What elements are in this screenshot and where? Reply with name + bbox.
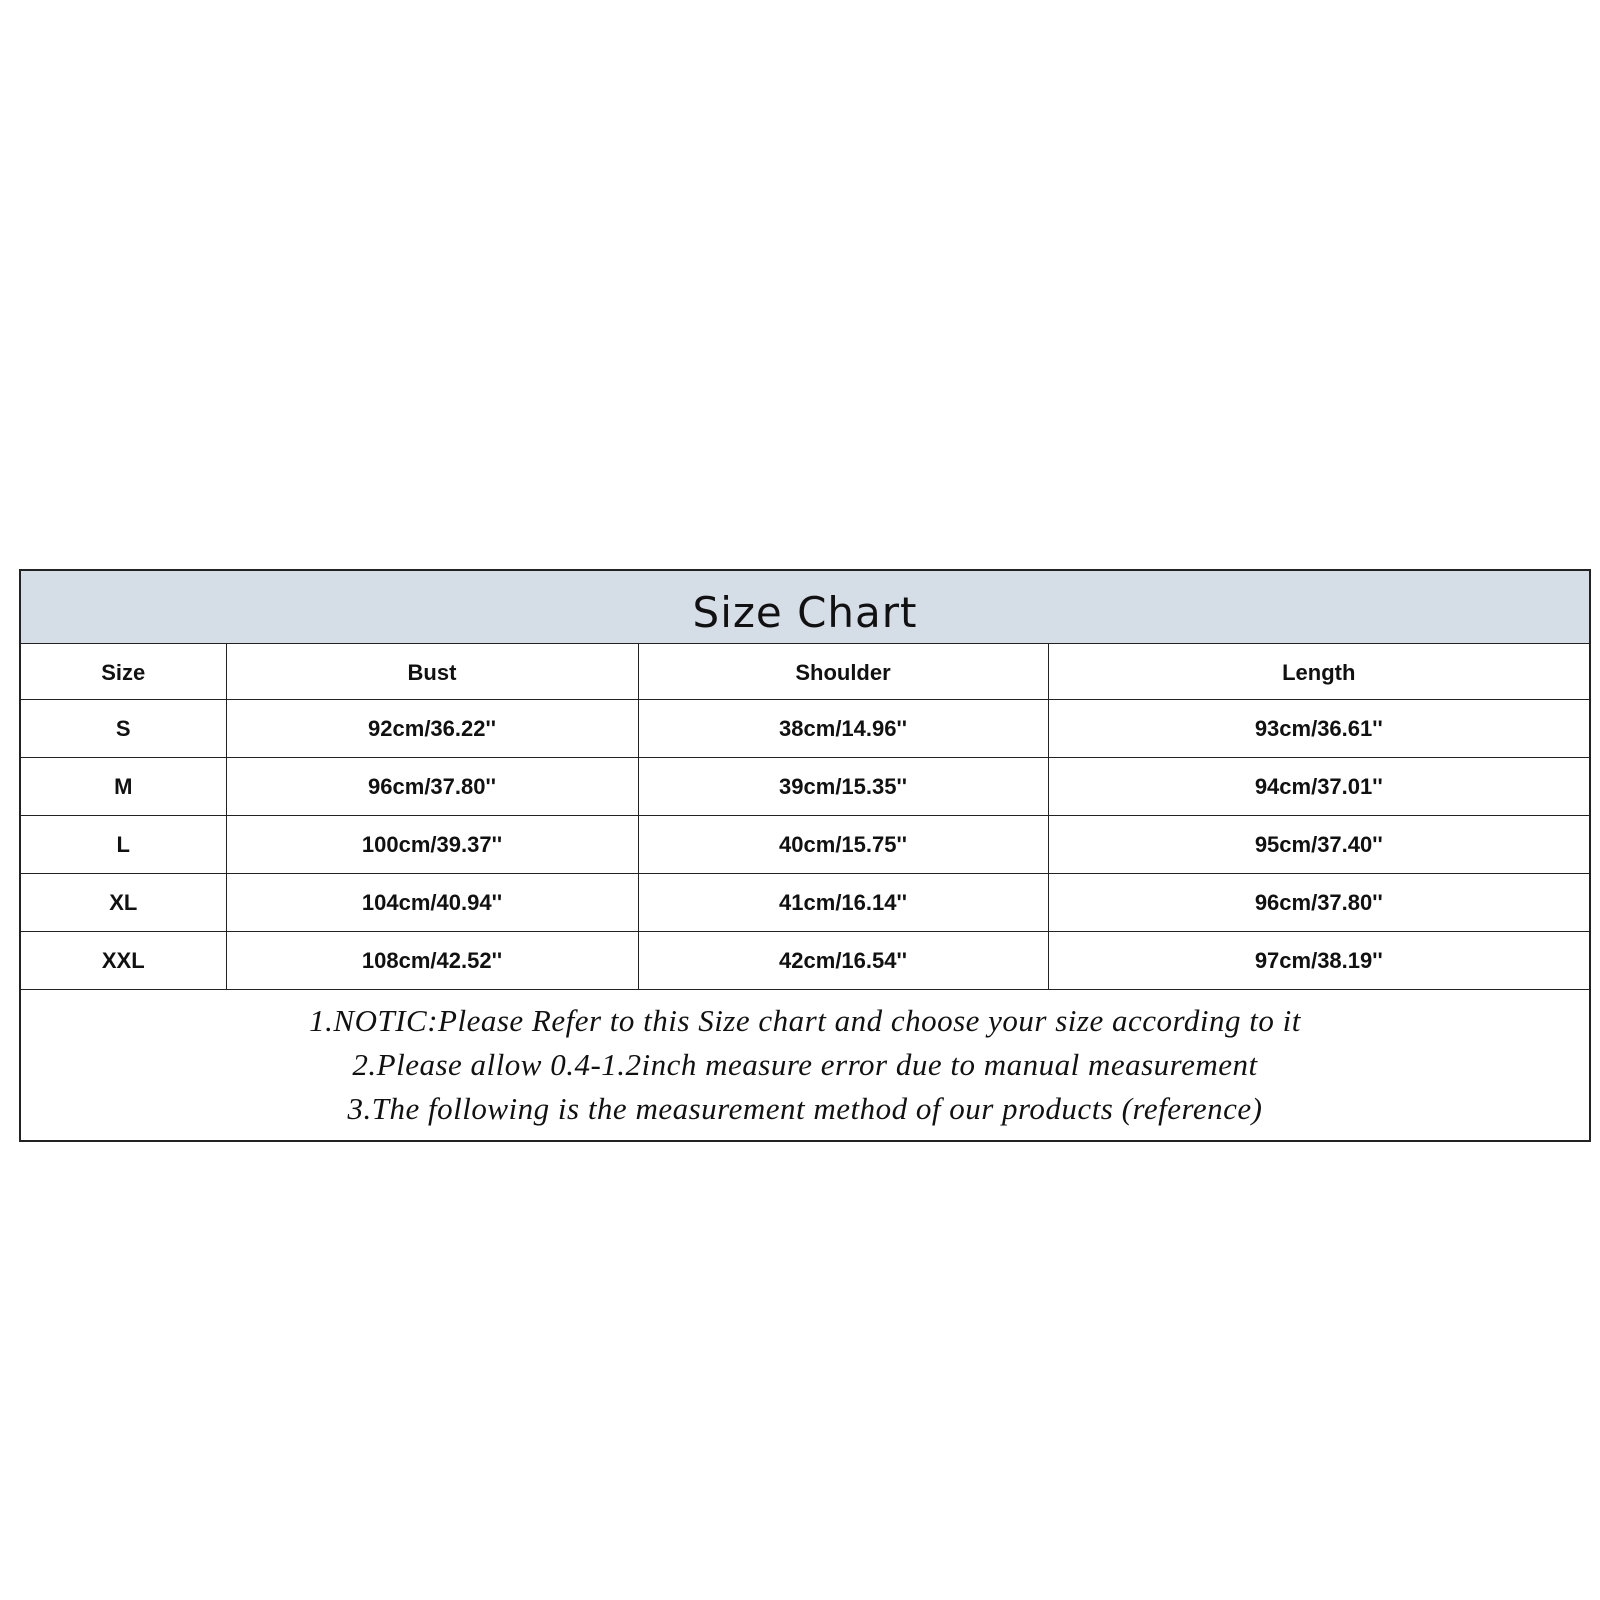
note-line-2: 2.Please allow 0.4-1.2inch measure error due to manual measurement — [352, 1047, 1258, 1082]
length-cell: 96cm/37.80'' — [1048, 874, 1590, 932]
size-cell: L — [20, 816, 226, 874]
length-cell: 97cm/38.19'' — [1048, 932, 1590, 990]
column-header-length: Length — [1048, 644, 1590, 700]
size-cell: XXL — [20, 932, 226, 990]
size-cell: S — [20, 700, 226, 758]
table-header-row — [20, 644, 1590, 700]
note-line-3: 3.The following is the measurement method of our products (reference) — [347, 1091, 1263, 1126]
bust-cell: 96cm/37.80'' — [226, 758, 638, 816]
shoulder-cell: 42cm/16.54'' — [638, 932, 1048, 990]
column-header-bust: Bust — [226, 644, 638, 700]
note-line-1: 1.NOTIC:Please Refer to this Size chart and choose your size according to it — [309, 1003, 1301, 1038]
bust-cell: 92cm/36.22'' — [226, 700, 638, 758]
shoulder-cell: 39cm/15.35'' — [638, 758, 1048, 816]
table-row-m — [20, 758, 1590, 816]
shoulder-cell: 38cm/14.96'' — [638, 700, 1048, 758]
table-row-s — [20, 700, 1590, 758]
size-chart-title — [20, 570, 1590, 644]
length-cell: 94cm/37.01'' — [1048, 758, 1590, 816]
size-chart-title-text: Size Chart — [692, 587, 918, 637]
bust-cell: 104cm/40.94'' — [226, 874, 638, 932]
column-header-shoulder: Shoulder — [638, 644, 1048, 700]
shoulder-cell: 40cm/15.75'' — [638, 816, 1048, 874]
table-row-xl — [20, 874, 1590, 932]
column-header-size: Size — [20, 644, 226, 700]
bust-cell: 108cm/42.52'' — [226, 932, 638, 990]
size-chart-table — [19, 569, 1591, 1142]
size-cell: M — [20, 758, 226, 816]
table-row-l — [20, 816, 1590, 874]
bust-cell: 100cm/39.37'' — [226, 816, 638, 874]
table-row-xxl — [20, 932, 1590, 990]
measurement-notes — [20, 990, 1590, 1142]
size-cell: XL — [20, 874, 226, 932]
shoulder-cell: 41cm/16.14'' — [638, 874, 1048, 932]
length-cell: 95cm/37.40'' — [1048, 816, 1590, 874]
length-cell: 93cm/36.61'' — [1048, 700, 1590, 758]
